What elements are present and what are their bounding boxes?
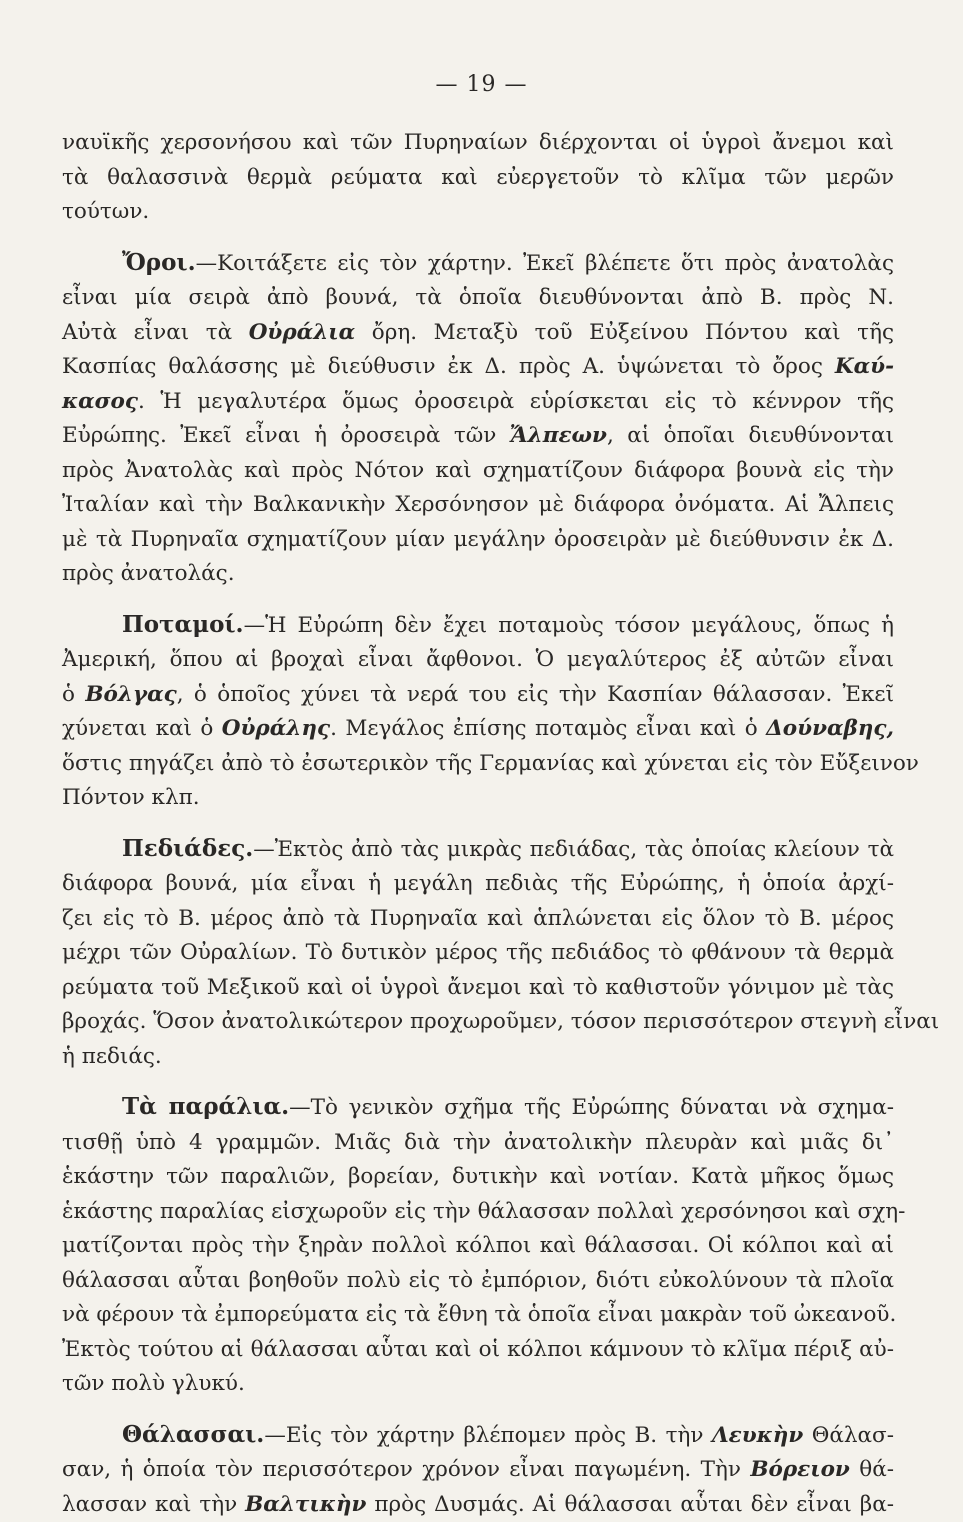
text-line: διάφορα βουνά, μία εἶναι ἡ μεγάλη πεδιὰς τῆς Εὐρώπης, ἡ ὁποία ἀρχί- xyxy=(62,867,894,902)
text-line: μὲ τὰ Πυρηναῖα σχηματίζουν μίαν μεγάλην ὀροσειρὰν μὲ διεύθυνσιν ἐκ Δ. xyxy=(62,523,894,558)
text-line: Τὰ παράλια.—Τὸ γενικὸν σχῆμα τῆς Εὐρώπης δύναται νὰ σχημα- xyxy=(62,1090,894,1126)
text-line: Κασπίας θαλάσσης μὲ διεύθυσιν ἐκ Δ. πρὸς Α. ὑψώνεται τὸ ὄρος Καύ- xyxy=(62,350,894,385)
text-line: ἑκάστην τῶν παραλιῶν, βορείαν, δυτικὴν καὶ νοτίαν. Κατὰ μῆκος ὅμως xyxy=(62,1160,894,1195)
emphasis: κασος xyxy=(62,389,138,414)
paragraph-intro xyxy=(62,126,894,230)
text-line: Ἰταλίαν καὶ τὴν Βαλκανικὴν Χερσόνησον μὲ διάφορα ὀνόματα. Αἱ Ἄλπεις xyxy=(62,488,894,523)
text-line: λασσαν καὶ τὴν Βαλτικὴν πρὸς Δυσμάς. Αἱ θάλασσαι αὗται δὲν εἶναι βα- xyxy=(62,1488,894,1522)
text-line: ὅστις πηγάζει ἀπὸ τὸ ἐσωτερικὸν τῆς Γερμανίας καὶ χύνεται εἰς τὸν Εὔξεινον xyxy=(62,747,894,782)
emphasis: Βόρειον xyxy=(750,1457,850,1482)
emphasis: Οὐράλια xyxy=(249,320,356,345)
text-line: χύνεται καὶ ὁ Οὐράλης. Μεγάλος ἐπίσης ποταμὸς εἶναι καὶ ὁ Δούναβης, xyxy=(62,712,894,747)
text-line: ματίζονται πρὸς τὴν ξηρὰν πολλοὶ κόλποι καὶ θάλασσαι. Οἱ κόλποι καὶ αἱ xyxy=(62,1229,894,1264)
text-line: Πεδιάδες.—Ἐκτὸς ἀπὸ τὰς μικρὰς πεδιάδας, τὰς ὁποίας κλείουν τὰ xyxy=(62,832,894,868)
text-line: ζει εἰς τὸ Β. μέρος ἀπὸ τὰ Πυρηναῖα καὶ ἁπλώνεται εἰς ὅλον τὸ Β. μέρος xyxy=(62,902,894,937)
emphasis: Λευκὴν xyxy=(712,1423,803,1448)
section-heading: Πεδιάδες. xyxy=(122,835,253,862)
text-line: Θάλασσαι.—Εἰς τὸν χάρτην βλέπομεν πρὸς Β. τὴν Λευκὴν Θάλασ- xyxy=(62,1418,894,1454)
emphasis: Δούναβης, xyxy=(766,716,894,741)
emphasis: Βαλτικὴν xyxy=(245,1492,366,1517)
emphasis: Οὐράλης xyxy=(222,716,330,741)
text-line: Ἀμερική, ὅπου αἱ βροχαὶ εἶναι ἄφθονοι. Ὁ μεγαλύτερος ἐξ αὐτῶν εἶναι xyxy=(62,643,894,678)
text-line: ἑκάστης παραλίας εἰσχωροῦν εἰς τὴν θάλασσαν πολλαὶ χερσόνησοι καὶ σχη- xyxy=(62,1195,894,1230)
paragraph-plains xyxy=(62,832,894,1075)
text-line: τῶν πολὺ γλυκύ. xyxy=(62,1367,894,1402)
emphasis: Ἄλπεων xyxy=(510,423,607,448)
text-line: κασος. Ἡ μεγαλυτέρα ὅμως ὀροσειρὰ εὑρίσκεται εἰς τὸ κέννρον τῆς xyxy=(62,385,894,420)
section-heading: Τὰ παράλια. xyxy=(122,1093,289,1120)
section-heading: Ποταμοί. xyxy=(122,611,244,638)
paragraph-rivers xyxy=(62,608,894,816)
text-line: πρὸς Ἀνατολὰς καὶ πρὸς Νότον καὶ σχηματίζουν διάφορα βουνὰ εἰς τὴν xyxy=(62,454,894,489)
text-line: τούτων. xyxy=(62,195,894,230)
text-line: εἶναι μία σειρὰ ἀπὸ βουνά, τὰ ὁποῖα διευθύνονται ἀπὸ Β. πρὸς Ν. xyxy=(62,281,894,316)
text-line: ρεύματα τοῦ Μεξικοῦ καὶ οἱ ὑγροὶ ἄνεμοι καὶ τὸ καθιστοῦν γόνιμον μὲ τὰς xyxy=(62,971,894,1006)
text-line: Ἐκτὸς τούτου αἱ θάλασσαι αὗται καὶ οἱ κόλποι κάμνουν τὸ κλῖμα πέριξ αὐ- xyxy=(62,1333,894,1368)
text-line: ἡ πεδιάς. xyxy=(62,1040,894,1075)
text-line: μέχρι τῶν Οὐραλίων. Τὸ δυτικὸν μέρος τῆς πεδιάδος τὸ φθάνουν τὰ θερμὰ xyxy=(62,936,894,971)
text-line: τισθῇ ὑπὸ 4 γραμμῶν. Μιᾶς διὰ τὴν ἀνατολικὴν πλευρὰν καὶ μιᾶς δι᾿ xyxy=(62,1126,894,1161)
paragraph-seas xyxy=(62,1418,894,1522)
text-line: ὁ Βόλγας, ὁ ὁποῖος χύνει τὰ νερά του εἰς τὴν Κασπίαν θάλασσαν. Ἐκεῖ xyxy=(62,678,894,713)
text-line: θάλασσαι αὗται βοηθοῦν πολὺ εἰς τὸ ἐμπόριον, διότι εὐκολύνουν τὰ πλοῖα xyxy=(62,1264,894,1299)
text-line: Ποταμοί.—Ἡ Εὐρώπη δὲν ἔχει ποταμοὺς τόσον μεγάλους, ὅπως ἡ xyxy=(62,608,894,644)
text-line: πρὸς ἀνατολάς. xyxy=(62,557,894,592)
text-line: τὰ θαλασσινὰ θερμὰ ρεύματα καὶ εὐεργετοῦν τὸ κλῖμα τῶν μερῶν xyxy=(62,161,894,196)
emphasis: Βόλγας xyxy=(85,682,176,707)
paragraph-mountains xyxy=(62,246,894,592)
page-number: — 19 — xyxy=(0,72,963,97)
text-line: Αὐτὰ εἶναι τὰ Οὐράλια ὄρη. Μεταξὺ τοῦ Εὐξείνου Πόντου καὶ τῆς xyxy=(62,316,894,351)
text-line: νὰ φέρουν τὰ ἐμπορεύματα εἰς τὰ ἔθνη τὰ ὁποῖα εἶναι μακρὰν τοῦ ὠκεανοῦ. xyxy=(62,1298,894,1333)
text-line: Πόντον κλπ. xyxy=(62,781,894,816)
text-line: Εὐρώπης. Ἐκεῖ εἶναι ἡ ὀροσειρὰ τῶν Ἄλπεων, αἱ ὁποῖαι διευθύνονται xyxy=(62,419,894,454)
paragraph-coasts xyxy=(62,1090,894,1402)
text-line: σαν, ἡ ὁποία τὸν περισσότερον χρόνον εἶναι παγωμένη. Τὴν Βόρειον θά- xyxy=(62,1453,894,1488)
section-heading: Ὄροι. xyxy=(122,249,196,276)
section-heading: Θάλασσαι. xyxy=(122,1421,264,1448)
text-line: Ὄροι.—Κοιτάξετε εἰς τὸν χάρτην. Ἐκεῖ βλέπετε ὅτι πρὸς ἀνατολὰς xyxy=(62,246,894,282)
text-line: βροχάς. Ὅσον ἀνατολικώτερον προχωροῦμεν, τόσον περισσότερον στεγνὴ εἶναι xyxy=(62,1005,894,1040)
body-text xyxy=(62,126,894,1522)
text-line: ναυϊκῆς χερσονήσου καὶ τῶν Πυρηναίων διέρχονται οἱ ὑγροὶ ἄνεμοι καὶ xyxy=(62,126,894,161)
emphasis: Καύ- xyxy=(835,354,894,379)
